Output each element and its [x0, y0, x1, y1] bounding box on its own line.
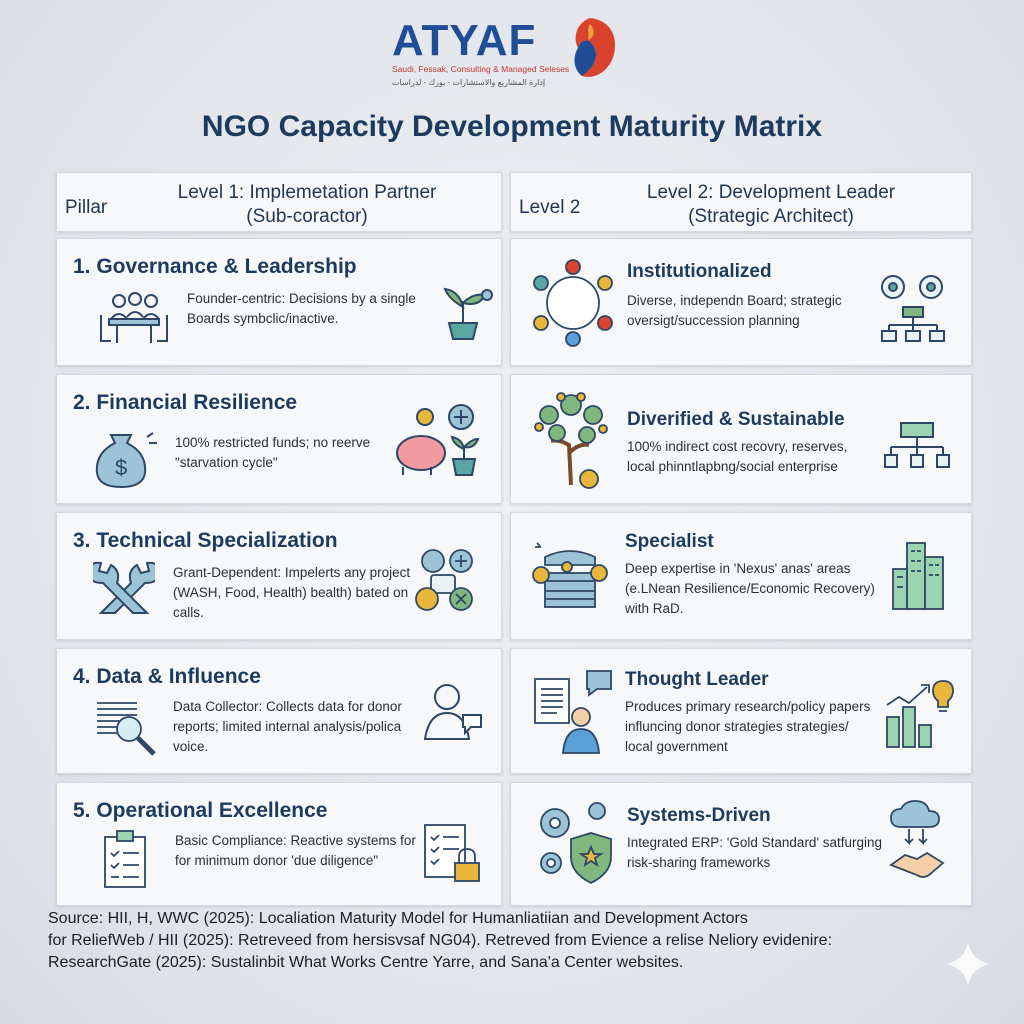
- header-level2-line1: Level 2: Development Leader: [646, 182, 896, 203]
- row-financial-level1: [56, 374, 502, 504]
- checklist-padlock-icon: [421, 819, 485, 887]
- money-bag-icon: [91, 421, 163, 489]
- desc-line: with RaD.: [625, 601, 684, 616]
- desc-line: local government: [625, 739, 728, 754]
- logo-tagline: Saudi, Fessak, Consulting & Managed Seleses: [392, 64, 570, 74]
- org-chart-icon: [883, 419, 951, 475]
- pillar-title: 5. Operational Excellence: [73, 799, 328, 822]
- level2-description: [625, 559, 885, 619]
- header-level1-line1: Level 1: Implemetation Partner: [177, 182, 437, 203]
- source-line: Source: HII, H, WWC (2025): Localiation Maturity Model for Humanliatiian and Development Actors: [48, 910, 748, 927]
- desc-line: calls.: [173, 605, 204, 620]
- level2-description: [627, 291, 877, 331]
- desc-line: 100% indirect cost recovry, reserves,: [627, 439, 848, 454]
- gears-org-chart-icon: [873, 269, 955, 349]
- city-buildings-icon: [889, 529, 949, 613]
- logo-flame-icon: [570, 14, 620, 84]
- person-speech-icon: [423, 681, 485, 741]
- cloud-handshake-icon: [887, 799, 957, 883]
- svg-text:$: $: [115, 455, 128, 480]
- growth-chart-lightbulb-icon: [883, 675, 957, 751]
- researcher-document-icon: [527, 665, 617, 761]
- plant-pot-icon: [431, 283, 497, 341]
- documents-magnifier-icon: [93, 693, 161, 757]
- level1-description: [187, 289, 437, 329]
- wrench-tools-icon: [93, 559, 155, 621]
- header-level1-line2: (Sub-coractor): [246, 206, 368, 227]
- desc-line: local phinntlapbng/social enterprise: [627, 459, 838, 474]
- treasure-chest-icon: [527, 535, 617, 625]
- desc-line: (WASH, Food, Health) bealth) bated on: [173, 585, 409, 600]
- desc-line: reports; limited internal analysis/polica: [173, 719, 402, 734]
- pillar-title: 2. Financial Resilience: [73, 391, 298, 414]
- row-data-level2: [510, 648, 972, 774]
- pillar-title: 1. Governance & Leadership: [73, 255, 357, 278]
- gears-shield-icon: [533, 799, 625, 891]
- desc-line: Diverse, independn Board; strategic: [627, 293, 842, 308]
- people-circle-icon: [525, 253, 621, 353]
- level2-title: Specialist: [625, 531, 714, 552]
- page-title: NGO Capacity Development Maturity Matrix: [201, 110, 823, 143]
- level2-description: [627, 833, 897, 873]
- money-tree-icon: [527, 389, 619, 493]
- desc-line: influncing donor strategies strategies/: [625, 719, 849, 734]
- source-line: ResearchGate (2025): Sustalinbit What Works Centre Yarre, and Sana'a Center websites.: [48, 954, 684, 971]
- meeting-table-icon: [97, 289, 171, 347]
- header-pillar-label: Pillar: [65, 197, 108, 218]
- level2-title: Diverified & Sustainable: [627, 409, 845, 430]
- desc-line: Produces primary research/policy papers: [625, 699, 871, 714]
- level1-description: [175, 433, 405, 473]
- row-financial-level2: [510, 374, 972, 504]
- header-level2-label: Level 2: [519, 197, 581, 218]
- desc-line: Deep expertise in 'Nexus' anas' areas: [625, 561, 851, 576]
- desc-line: (e.LNean Resilience/Economic Recovery): [625, 581, 875, 596]
- desc-line: for minimum donor 'due diligence": [175, 853, 379, 868]
- atyaf-logo: [392, 8, 632, 88]
- pillar-title: 3. Technical Specialization: [73, 529, 338, 552]
- row-operational-level2: [510, 782, 972, 906]
- level1-description: [175, 831, 425, 871]
- header-level2-card: [510, 172, 972, 232]
- source-note: [48, 908, 832, 974]
- desc-line: Basic Compliance: Reactive systems for: [175, 833, 416, 848]
- level2-description: [627, 437, 887, 477]
- clipboard-checklist-icon: [101, 829, 151, 891]
- desc-line: Grant-Dependent: Impelerts any project: [173, 565, 411, 580]
- level2-title: Thought Leader: [625, 669, 769, 690]
- logo-arabic-text: إدارة المشاريع والاستشارات - يورك - لدراسات: [392, 78, 546, 87]
- desc-line: oversigt/succession planning: [627, 313, 800, 328]
- desc-line: Data Collector: Collects data for donor: [173, 699, 402, 714]
- logo-wordmark: ATYAF: [392, 16, 537, 65]
- level2-title: Systems-Driven: [627, 805, 771, 826]
- row-operational-level1: [56, 782, 502, 906]
- row-technical-level2: [510, 512, 972, 640]
- pillar-title: 4. Data & Influence: [73, 665, 261, 688]
- piggy-bank-icon: [391, 399, 491, 489]
- header-level1-card: [56, 172, 502, 232]
- row-governance-level2: [510, 238, 972, 366]
- level1-description: [173, 697, 433, 757]
- source-line: for ReliefWeb / HII (2025): Retreveed from hersisvsaf NG04). Retreved from Evience a relise Neliory evidenire:: [48, 932, 833, 949]
- desc-line: Integrated ERP: 'Gold Standard' satfurging: [627, 835, 883, 850]
- sector-badges-icon: [413, 547, 479, 613]
- sparkle-icon: [944, 940, 992, 988]
- level2-description: [625, 697, 895, 757]
- header-level2-line2: (Strategic Architect): [688, 206, 854, 227]
- desc-line: Boards symbclic/inactive.: [187, 311, 339, 326]
- row-governance-level1: [56, 238, 502, 366]
- row-data-level1: [56, 648, 502, 774]
- level1-description: [173, 563, 433, 623]
- desc-line: "starvation cycle": [175, 455, 278, 470]
- desc-line: 100% restricted funds; no reerve: [175, 435, 371, 450]
- row-technical-level1: [56, 512, 502, 640]
- desc-line: risk-sharing frameworks: [627, 855, 771, 870]
- level2-title: Institutionalized: [627, 261, 772, 282]
- desc-line: Founder-centric: Decisions by a single: [187, 291, 416, 306]
- desc-line: voice.: [173, 739, 209, 754]
